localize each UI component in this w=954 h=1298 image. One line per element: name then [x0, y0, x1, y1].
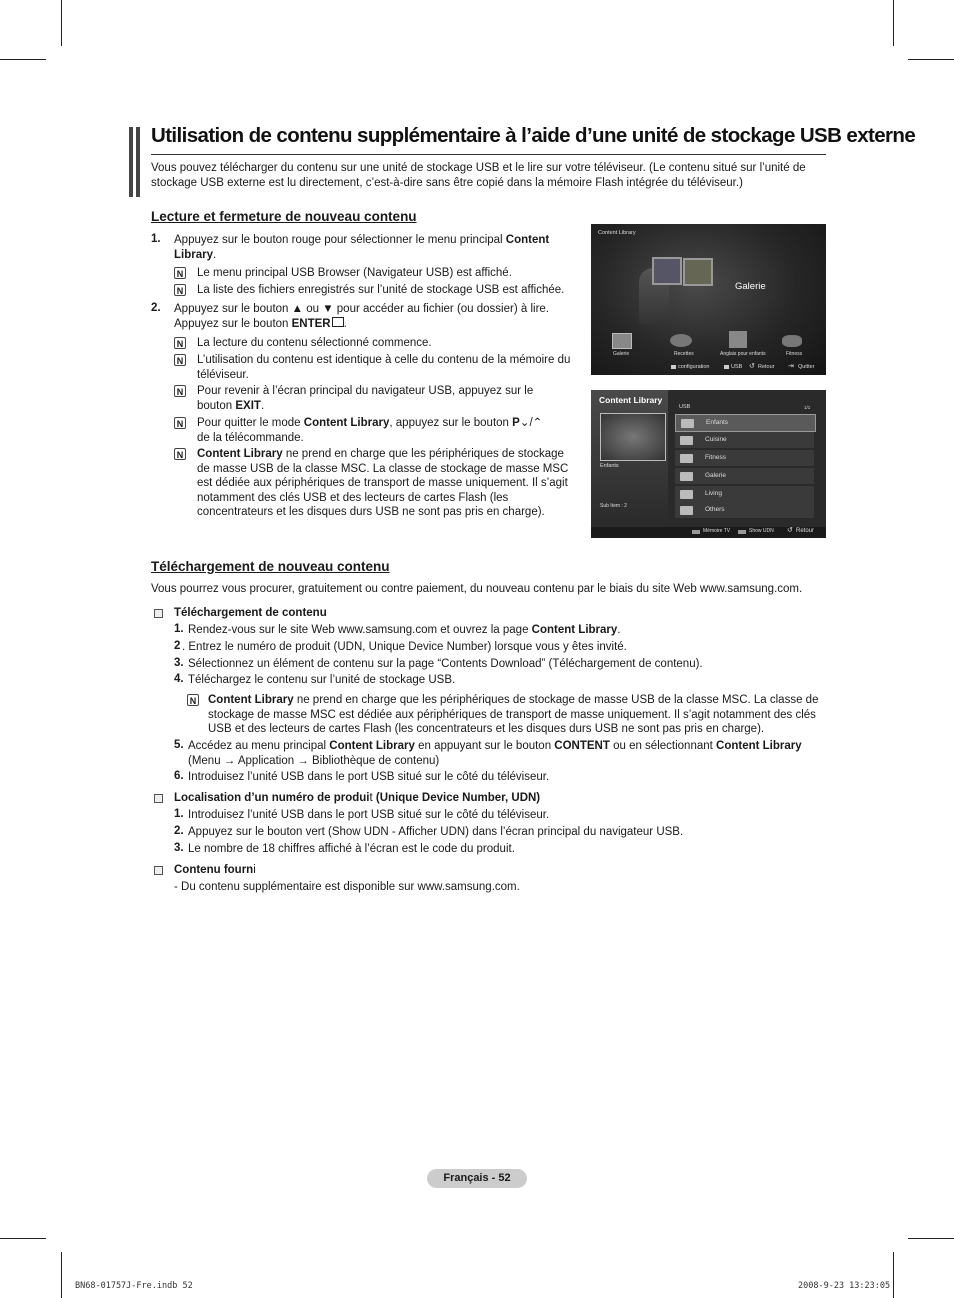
usb-key-icon: [724, 365, 729, 369]
section2-intro: Vous pourrez vous procurer, gratuitement ou contre paiement, du nouveau contenu par le biais du site Web www.samsung.com.: [151, 583, 803, 595]
icon-label: Galerie: [613, 351, 630, 357]
list-item-label: Living: [705, 490, 722, 497]
sub-heading: [174, 791, 540, 806]
bullet-square-icon: [154, 794, 163, 803]
sub-heading: Téléchargement de contenu: [174, 607, 327, 619]
print-slug-right: 2008-9-23 13:23:05: [798, 1281, 891, 1291]
channel-icon: ⌄/⌃: [519, 417, 543, 429]
crop-mark: [61, 0, 62, 46]
section1-heading: Lecture et fermeture de nouveau contenu: [151, 209, 417, 224]
step-number: 2.: [174, 825, 184, 837]
step-number: 1.: [174, 808, 184, 820]
step-number: 2: [174, 640, 181, 652]
step-number: 4.: [174, 673, 184, 685]
list-item-label: Others: [705, 506, 725, 513]
folder-icon: [681, 419, 694, 428]
bottom-label: Mémoire TV: [703, 528, 731, 534]
preview-label: Enfants: [600, 463, 619, 469]
note-icon: N: [174, 354, 186, 366]
step-text: [188, 623, 828, 638]
list-item-label: Fitness: [705, 454, 726, 461]
step-text: . Entrez le numéro de produit (UDN, Unique Device Number) lorsque vous y êtes invité.: [182, 641, 627, 653]
step1-text: [174, 233, 574, 262]
screen-header: Content Library: [599, 395, 663, 405]
step-number: 6.: [174, 770, 184, 782]
step-text-c: .: [617, 624, 621, 636]
tv-memory-key-icon: [692, 530, 700, 534]
note-text-c: , appuyez sur le bouton: [389, 417, 513, 429]
list-item[interactable]: [675, 502, 814, 518]
step-text: Le nombre de 18 chiffres affiché à l’écran est le code du produit.: [188, 843, 515, 855]
content-library-screen: [591, 224, 826, 375]
crop-mark: [0, 59, 46, 60]
step-text: Appuyez sur le bouton vert (Show UDN - Afficher UDN) dans l’écran principal du navigateur USB.: [188, 826, 684, 838]
step-text-e: ou en sélectionnant: [609, 740, 717, 752]
note-icon: N: [174, 417, 186, 429]
sub-heading: [174, 863, 256, 878]
step1-text-a: Appuyez sur le bouton rouge pour sélectionner le menu principal: [174, 234, 506, 246]
return-icon: ↺: [749, 363, 755, 370]
note-icon: N: [174, 337, 186, 349]
crop-mark: [893, 0, 894, 46]
print-slug-left: BN68-01757J-Fre.indb 52: [75, 1281, 193, 1291]
note-text-a: Pour quitter le mode: [197, 417, 304, 429]
list-item-label: Galerie: [705, 472, 726, 479]
list-item-label: Enfants: [706, 419, 729, 426]
icon-recettes[interactable]: [670, 334, 692, 347]
crop-mark: [908, 1238, 954, 1239]
note-text: Le menu principal USB Browser (Navigateur USB) est affiché.: [197, 267, 512, 279]
page-indicator: 1/1: [804, 405, 811, 410]
note-text-b: Content Library: [303, 417, 390, 429]
note-text-a: Content Library: [208, 694, 294, 706]
note-icon: N: [174, 385, 186, 397]
step1-text-c: .: [213, 248, 217, 261]
folder-icon: [680, 506, 693, 515]
step-text-b: Content Library: [531, 624, 618, 636]
note-text-a: Content Library: [197, 448, 283, 460]
bottom-label: Show UDN: [749, 528, 774, 534]
note-text: La liste des fichiers enregistrés sur l’unité de stockage USB est affichée.: [197, 284, 565, 296]
icon-fitness[interactable]: [782, 335, 802, 347]
note-text: [197, 384, 557, 413]
title-accent-gap: [133, 127, 136, 197]
list-item[interactable]: [675, 414, 816, 432]
bottom-label: Quitter: [798, 364, 815, 370]
step-text-d: CONTENT: [554, 740, 610, 752]
step-number: 3.: [174, 657, 184, 669]
note-text: L’utilisation du contenu est identique à celle du contenu de la mémoire du téléviseur.: [197, 354, 571, 381]
step-number: 1.: [174, 623, 184, 635]
step-text-b: Content Library: [329, 740, 415, 752]
icon-anglais[interactable]: [729, 331, 747, 348]
icon-label: Fitness: [786, 351, 803, 357]
step2-text-b: Appuyez sur le bouton: [174, 317, 292, 330]
show-udn-key-icon: [738, 530, 746, 534]
step-text: Introduisez l’unité USB dans le port USB situé sur le côté du téléviseur.: [188, 809, 550, 821]
sub-heading-c: (Unique Device Number, UDN): [372, 792, 541, 804]
note-text-b: ne prend en charge que les périphériques de stockage de masse USB de la classe MSC. La classe de stockage de masse MSC est dédiée aux périphériques de transport de masse uniquement. Il s’agit notamment des clés USB et des lecteurs de cartes Flash (les concentrateurs et les disques durs USB ne sont pas pris en charge).: [208, 694, 819, 735]
list-item[interactable]: [675, 432, 814, 448]
bullet-square-icon: [154, 866, 163, 875]
step-text-f: Content Library: [716, 740, 802, 752]
icon-galerie[interactable]: [612, 333, 632, 349]
note-icon: N: [174, 448, 186, 460]
step2-text-d: .: [343, 317, 347, 330]
icon-label: Recettes: [674, 351, 694, 357]
enter-icon: [332, 317, 344, 327]
note-text-c: .: [260, 399, 265, 412]
bullet-square-icon: [154, 609, 163, 618]
step-number: 1.: [151, 233, 161, 245]
list-item[interactable]: [675, 450, 814, 466]
preview-thumbnail: [600, 413, 666, 461]
bottom-label: Retour: [796, 528, 815, 534]
crop-mark: [61, 1252, 62, 1298]
step1-text-b: Content Library: [174, 234, 550, 261]
note-text: [208, 693, 820, 737]
note-text: La lecture du contenu sélectionné commence.: [197, 337, 432, 349]
list-item[interactable]: [675, 486, 814, 502]
note-text-b: EXIT: [235, 399, 261, 412]
usb-browser-screen: [591, 390, 826, 538]
step2-text: [174, 302, 574, 331]
list-item[interactable]: [675, 468, 814, 484]
sub-item: Sub Item : 2: [600, 503, 627, 509]
note-icon: N: [174, 267, 186, 279]
list-item-label: Cuisine: [705, 436, 727, 443]
folder-icon: [680, 490, 693, 499]
bottom-label: USB: [731, 364, 743, 370]
note-text-b: ne prend en charge que les périphériques de stockage de masse USB de la classe MSC. La classe de stockage de masse MSC est dédiée aux périphériques de transport de masse uniquement. Il s’agit notamment des clés USB et des lecteurs de cartes Flash (les concentrateurs et les disques durs USB ne sont pas pris en charge).: [197, 448, 569, 518]
selected-label: Galerie: [735, 281, 766, 292]
step-text-g: (Menu → Application → Bibliothèque de contenu): [188, 754, 440, 767]
step-text: Introduisez l’unité USB dans le port USB situé sur le côté du téléviseur.: [188, 771, 550, 783]
sub-heading-b: i: [253, 864, 256, 876]
bottom-label: configuration: [678, 364, 710, 370]
folder-icon: [680, 436, 693, 445]
step-number: 2.: [151, 302, 161, 314]
step-text: - Du contenu supplémentaire est disponible sur www.samsung.com.: [174, 881, 520, 893]
screen-header: Content Library: [598, 230, 636, 236]
step-number: 3.: [174, 842, 184, 854]
step2-text-c: ENTER: [291, 317, 331, 330]
note-text: [197, 447, 575, 520]
crop-mark: [893, 1252, 894, 1298]
sub-heading-a: Contenu fourn: [174, 864, 254, 876]
step-text-c: en appuyant sur le bouton: [414, 740, 555, 752]
folder-icon: [680, 454, 693, 463]
title-divider: [151, 154, 826, 155]
sub-heading-a: Localisation d’un numéro de produi: [174, 792, 370, 804]
step-text: Téléchargez le contenu sur l’unité de stockage USB.: [188, 674, 456, 686]
step-text: Sélectionnez un élément de contenu sur la page “Contents Download” (Téléchargement de contenu).: [188, 658, 703, 670]
intro-text: Vous pouvez télécharger du contenu sur une unité de stockage USB et le lire sur votre téléviseur. (Le contenu situé sur l’unité de stockage USB externe est lu directement, c’est-à-dire sans être copié dans la mémoire Flash intégrée du téléviseur.): [151, 162, 806, 189]
step-text-a: Accédez au menu principal: [188, 740, 330, 752]
step-text-a: Rendez-vous sur le site Web www.samsung.com et ouvrez la page: [188, 624, 532, 636]
crop-mark: [0, 1238, 46, 1239]
return-icon: ↺: [787, 527, 793, 534]
sub-heading-b: t: [369, 792, 373, 804]
note-text: [197, 416, 577, 445]
section2-heading: Téléchargement de nouveau contenu: [151, 559, 390, 574]
crop-mark: [908, 59, 954, 60]
source-label: USB: [679, 404, 691, 410]
page-title: Utilisation de contenu supplémentaire à l’aide d’une unité de stockage USB externe: [151, 124, 916, 147]
note-text-a: Pour revenir à l’écran principal du navigateur USB, appuyez sur le bouton: [197, 385, 534, 412]
note-icon: N: [174, 284, 186, 296]
note-text-d: P: [512, 417, 520, 429]
step-text: [188, 739, 820, 768]
folder-icon: [680, 472, 693, 481]
icon-label: Anglais pour enfants: [720, 351, 766, 357]
frame-image: [652, 257, 682, 285]
note-icon: N: [187, 694, 199, 706]
bottom-label: Retour: [758, 364, 775, 370]
page-number-badge: Français - 52: [427, 1169, 527, 1188]
exit-icon: ⇥: [788, 363, 794, 370]
note-text-e: de la télécommande.: [197, 431, 304, 444]
config-key-icon: [671, 365, 676, 369]
frame-image: [683, 258, 713, 286]
step-number: 5.: [174, 739, 184, 751]
step2-text-a: Appuyez sur le bouton ▲ ou ▼ pour accéder au fichier (ou dossier) à lire.: [174, 303, 549, 315]
